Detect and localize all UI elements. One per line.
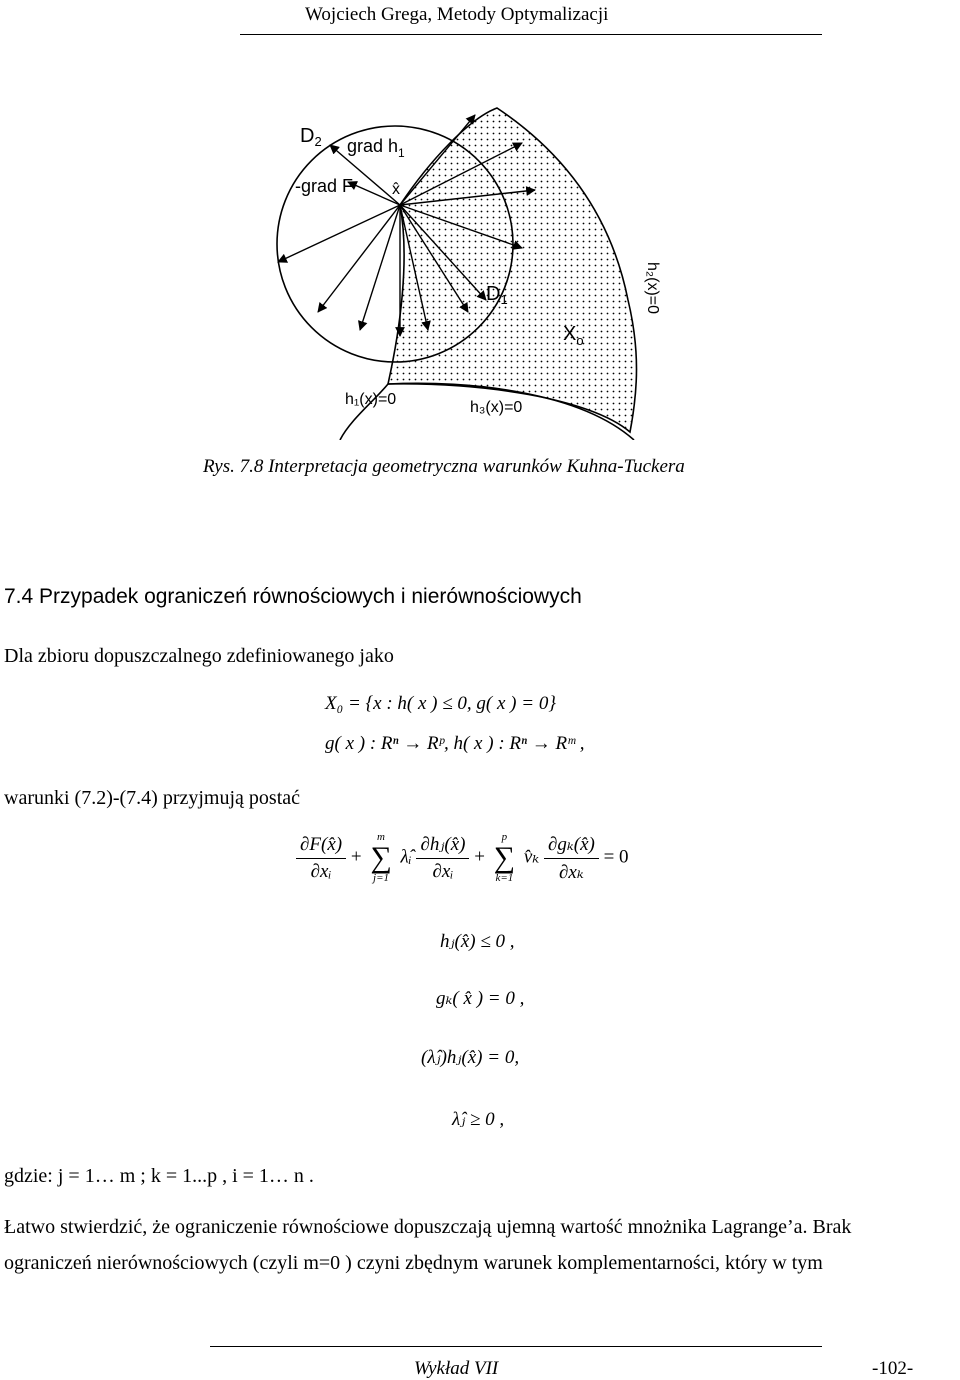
h2-label: h₂(x)=0 bbox=[644, 262, 661, 315]
kuhn-tucker-figure bbox=[0, 0, 960, 440]
section-title: 7.4 Przypadek ograniczeń równościowych i nierównościowych bbox=[4, 585, 582, 608]
minus-grad-f-label: -grad F bbox=[295, 176, 354, 196]
page-header: Wojciech Grega, Metody Optymalizacji bbox=[305, 4, 609, 25]
rhs-zero: = 0 bbox=[603, 846, 629, 868]
grad-h1-label: grad $h_1$ bbox=[347, 136, 405, 160]
intro-text: Dla zbioru dopuszczalnego zdefiniowanego jako bbox=[4, 645, 394, 667]
conditions-intro: warunki (7.2)-(7.4) przyjmują postać bbox=[4, 787, 301, 809]
nu-hat: v̂ₖ bbox=[523, 846, 540, 868]
d2-label: $D_2$ bbox=[300, 125, 322, 149]
page-number: -102- bbox=[872, 1358, 914, 1379]
lambda-hat: λ̂ᵢ bbox=[400, 846, 412, 868]
d1-label: $D_1$ bbox=[486, 283, 508, 307]
equality-condition: gₖ( x̂ ) = 0 , bbox=[436, 988, 525, 1009]
paragraph-line1: Łatwo stwierdzić, że ograniczenie równościowe dopuszczają ujemną wartość mnożnika Lagrange’a. Brak bbox=[4, 1216, 852, 1238]
nonnegativity-condition: λ̂ⱼ ≥ 0 , bbox=[452, 1109, 505, 1130]
set-definition-line2: g( x ) : Rⁿ → Rᵖ, h( x ) : Rⁿ → Rᵐ , bbox=[325, 733, 585, 754]
index-ranges: gdzie: j = 1… m ; k = 1...p , i = 1… n . bbox=[4, 1165, 314, 1187]
df-fraction: $\frac{\partial F(x̂)}{\text{∂xᵢ}}$ bbox=[296, 834, 346, 883]
paragraph-line2: ograniczeń nierównościowych (czyli m=0 ) czyni zbędnym warunek komplementarności, który w tym bbox=[4, 1252, 823, 1274]
h1-label: h₁(x)=0 bbox=[345, 391, 397, 408]
dg-fraction: $\frac{\text{∂gₖ(x̂)}}{\text{∂xₖ}}$ bbox=[544, 833, 599, 884]
dh-fraction: $\frac{\text{∂hⱼ(x̂)}}{\text{∂xᵢ}}$ bbox=[416, 833, 469, 883]
figure-caption: Rys. 7.8 Interpretacja geometryczna warunków Kuhna-Tuckera bbox=[203, 456, 685, 477]
sum-j: m ∑ j=1 bbox=[370, 831, 392, 884]
h3-label: h₃(x)=0 bbox=[470, 399, 523, 416]
sum-k: p ∑ k=1 bbox=[493, 831, 516, 884]
x0-label: $X_o$ bbox=[563, 323, 584, 348]
x-hat-label: x̂ bbox=[392, 181, 400, 198]
complementarity-condition: (λ̂ⱼ)hⱼ(x̂) = 0, bbox=[421, 1047, 520, 1068]
set-definition-line1: X₀ = {x : h( x ) ≤ 0, g( x ) = 0} bbox=[325, 693, 556, 714]
footer-rule bbox=[210, 1346, 822, 1347]
inequality-condition: hⱼ(x̂) ≤ 0 , bbox=[440, 931, 515, 952]
stationarity-equation: $\frac{\partial F(x̂)}{\text{∂xᵢ}}$ + m ∑ j=1 λ̂ᵢ $\frac{\text{∂hⱼ(x̂)}}{\text{∂xᵢ}}$ + p ∑ k=1 v̂ₖ $\frac{\text{∂gₖ(x̂)}}{\text{∂xₖ}}$ = 0 bbox=[296, 832, 629, 884]
footer-lecture: Wykład VII bbox=[414, 1358, 499, 1379]
